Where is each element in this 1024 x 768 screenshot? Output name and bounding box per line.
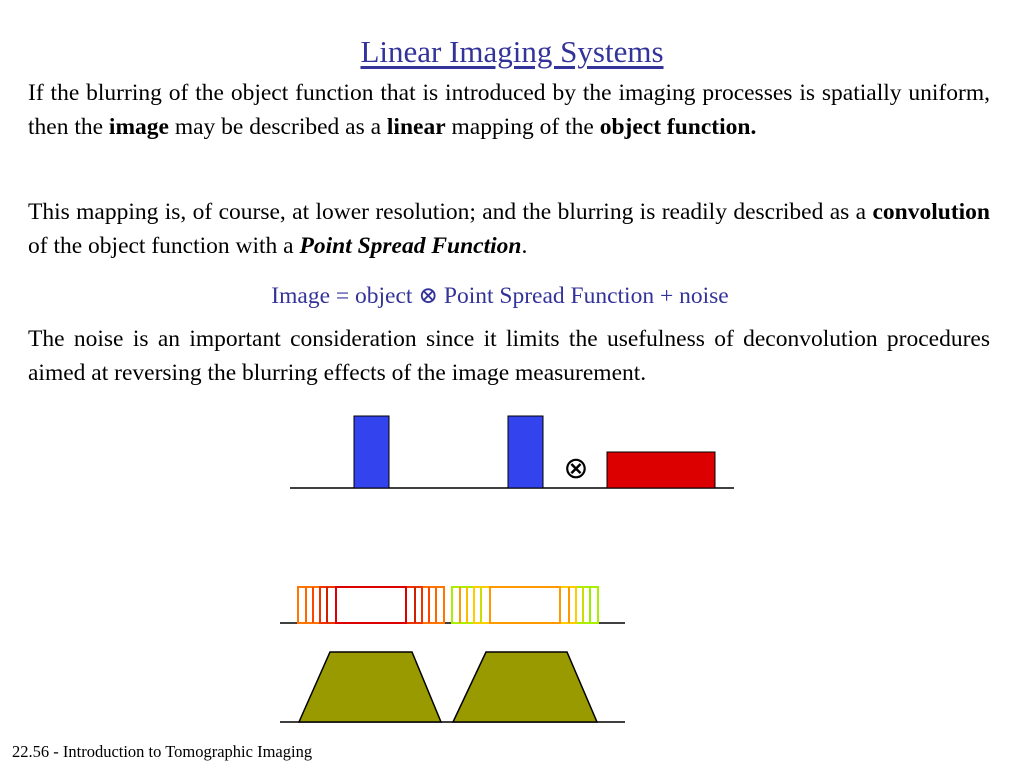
bold-object-function: object function. [599,114,757,140]
text-run: If the blurring of the object function that is introduced by the imaging processes is spatially uniform, then the [28,80,990,140]
left-projection-lines [354,488,389,586]
right-projection-lines [508,488,543,586]
result-trapezoid-left [299,652,441,722]
convolution-symbol-icon: ⊗ [563,451,589,486]
bold-convolution: convolution [872,199,990,225]
text-run: . [521,233,528,259]
right-blurred-group [452,587,598,623]
paragraph-noise: The noise is an important consideration since it limits the usefulness of deconvolution procedures aimed at reversing the blurring effects of the image measurement. [28,326,990,386]
text-run: may be described as a [168,114,387,140]
psf-block [607,452,715,488]
result-trapezoid-right [453,652,597,722]
text-run: of the object function with a [28,233,300,259]
bold-linear: linear [386,114,446,140]
object-block-left [354,416,389,488]
convolution-operator-icon: ⊗ [418,283,439,309]
left-blurred-group [298,587,444,623]
text-run: This mapping is, of course, at lower resolution; and the blurring is readily described as a [28,199,873,225]
object-block-right [508,416,543,488]
page-title: Linear Imaging Systems [360,34,664,69]
bold-italic-psf: Point Spread Function [299,233,522,259]
equation-left: Image = object [271,283,419,309]
equation-right: Point Spread Function + noise [438,283,729,309]
bold-image: image [108,114,169,140]
text-run: mapping of the [445,114,600,140]
footer-course: 22.56 - Introduction to Tomographic Imaging [12,742,313,761]
